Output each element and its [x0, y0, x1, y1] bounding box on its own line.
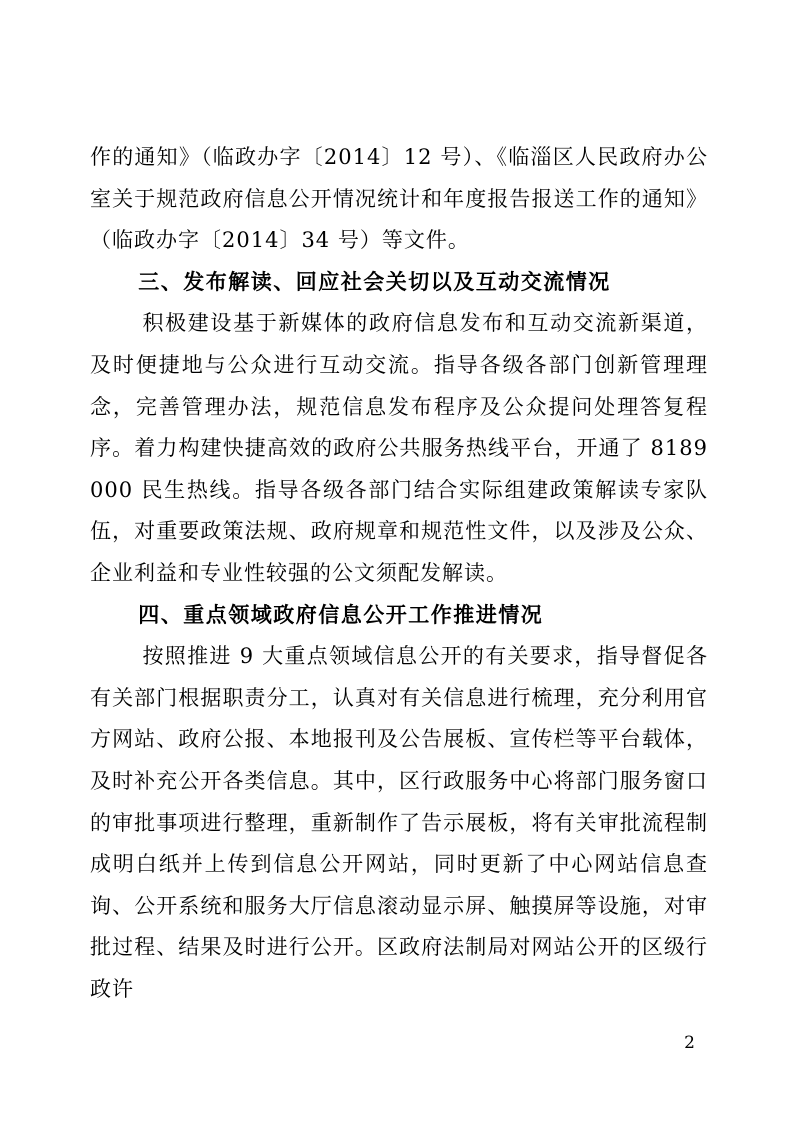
section-heading-three: 三、发布解读、回应社会关切以及互动交流情况	[138, 269, 611, 294]
paragraph-section-three: 积极建设基于新媒体的政府信息发布和互动交流新渠道，及时便捷地与公众进行互动交流。指导各级各部门创新管理理念，完善管理办法，规范信息发布程序及公众提问处理答复程序。着力构建快捷高效的政府公共服务热线平台，开通了 8189000 民生热线。指导各级各部门结合实际组建政策解读专家队伍，对重要政策法规、政府规章和规范性文件，以及涉及公众、企业利益和专业性较强的公文须配发解读。	[90, 311, 708, 585]
section-heading-four: 四、重点领域政府信息公开工作推进情况	[138, 602, 544, 627]
page-number: 2	[684, 1033, 695, 1053]
paragraph-continuation: 作的通知》（临政办字〔2014〕12 号）、《临淄区人民政府办公室关于规范政府信息公开情况统计和年度报告报送工作的通知》（临政办字〔2014〕34 号）等文件。	[90, 145, 708, 253]
paragraph-section-four: 按照推进 9 大重点领域信息公开的有关要求，指导督促各有关部门根据职责分工，认真对有关信息进行梳理，充分利用官方网站、政府公报、本地报刊及公告展板、宣传栏等平台载体，及时补充公开各类信息。其中，区行政服务中心将部门服务窗口的审批事项进行整理，重新制作了告示展板，将有关审批流程制成明白纸并上传到信息公开网站，同时更新了中心网站信息查询、公开系统和服务大厅信息滚动显示屏、触摸屏等设施，对审批过程、结果及时进行公开。区政府法制局对网站公开的区级行政许	[90, 644, 708, 1001]
document-body	[90, 137, 708, 1010]
